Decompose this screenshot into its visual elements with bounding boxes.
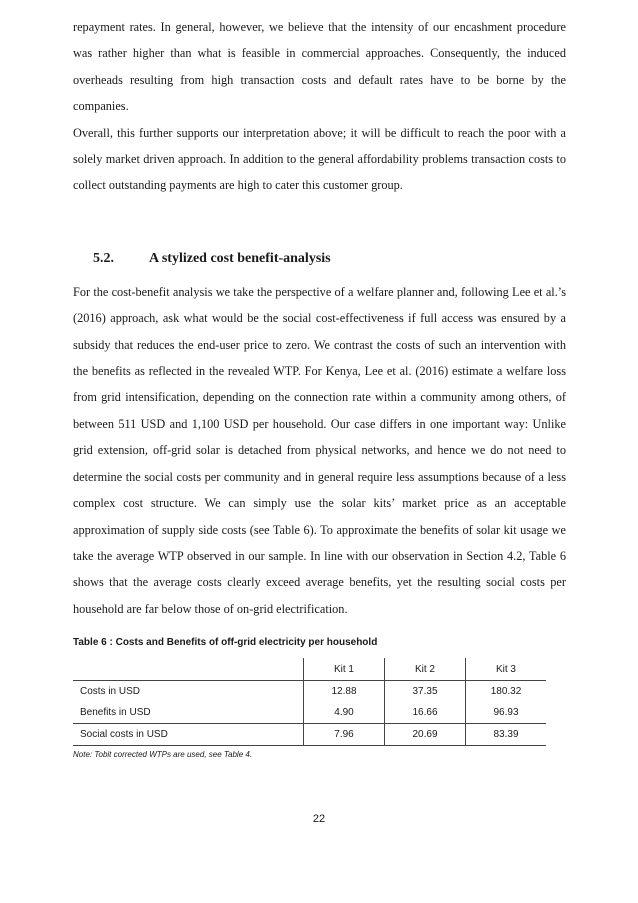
row-label: Social costs in USD — [73, 724, 304, 746]
table-row — [73, 724, 546, 746]
cell: 4.90 — [304, 702, 385, 724]
cell: 180.32 — [466, 681, 547, 703]
header-cell: Kit 1 — [304, 658, 385, 681]
cell: 37.35 — [385, 681, 466, 703]
table-row — [73, 681, 546, 703]
cost-benefit-table — [73, 658, 546, 746]
section-number: 5.2. — [93, 250, 114, 266]
row-label: Costs in USD — [73, 681, 304, 703]
cell: 83.39 — [466, 724, 547, 746]
header-cell — [73, 658, 304, 681]
paragraph-repayment: repayment rates. In general, however, we believe that the intensity of our encashment procedure was rather higher than what is feasible in commercial approaches. Consequently, the induced overheads resulting from high transaction costs and default rates have to be borne by the companies. — [73, 20, 566, 114]
cell: 16.66 — [385, 702, 466, 724]
cell: 96.93 — [466, 702, 547, 724]
cell: 12.88 — [304, 681, 385, 703]
paragraph-cost-benefit: For the cost-benefit analysis we take the perspective of a welfare planner and, following Lee et al.’s (2016) approach, ask what would be the social cost-effectiveness if full access was ensured by a subsidy that reduces the end-user price to zero. We contrast the costs of such an intervention with the benefits as reflected in the revealed WTP. For Kenya, Lee et al. (2016) estimate a welfare loss from grid intensification, depending on the connection rate within a community among others, of between 511 USD and 1,100 USD per household. Our case differs in one important way: Unlike grid extension, off-grid solar is detached from physical networks, and hence we do not need to determine the social costs per community and in general require less assumptions because of a less complex cost structure. We can simply use the solar kits’ market price as an acceptable approximation of supply side costs (see Table 6). To approximate the benefits of solar kit usage we take the average WTP observed in our sample. In line with our observation in Section 4.2, Table 6 shows that the average costs clearly exceed average benefits, yet the resulting social costs per household are far below those of on-grid electrification. — [73, 284, 566, 616]
section-heading — [93, 249, 566, 269]
table-header-row — [73, 658, 546, 681]
section-title: A stylized cost benefit-analysis — [149, 250, 331, 266]
cell: 7.96 — [304, 724, 385, 746]
header-cell: Kit 3 — [466, 658, 547, 681]
table-row — [73, 702, 546, 724]
paragraph-overall: Overall, this further supports our interpretation above; it will be difficult to reach the poor with a solely market driven approach. In addition to the general affordability problems transaction costs to collect outstanding payments are high to cater this customer group. — [73, 125, 566, 193]
table-note: Note: Tobit corrected WTPs are used, see Table 4. — [73, 750, 253, 760]
cell: 20.69 — [385, 724, 466, 746]
page-number: 22 — [312, 813, 326, 826]
row-label: Benefits in USD — [80, 707, 151, 719]
header-cell: Kit 2 — [385, 658, 466, 681]
table-caption: Table 6 : Costs and Benefits of off-grid electricity per household — [73, 637, 378, 649]
